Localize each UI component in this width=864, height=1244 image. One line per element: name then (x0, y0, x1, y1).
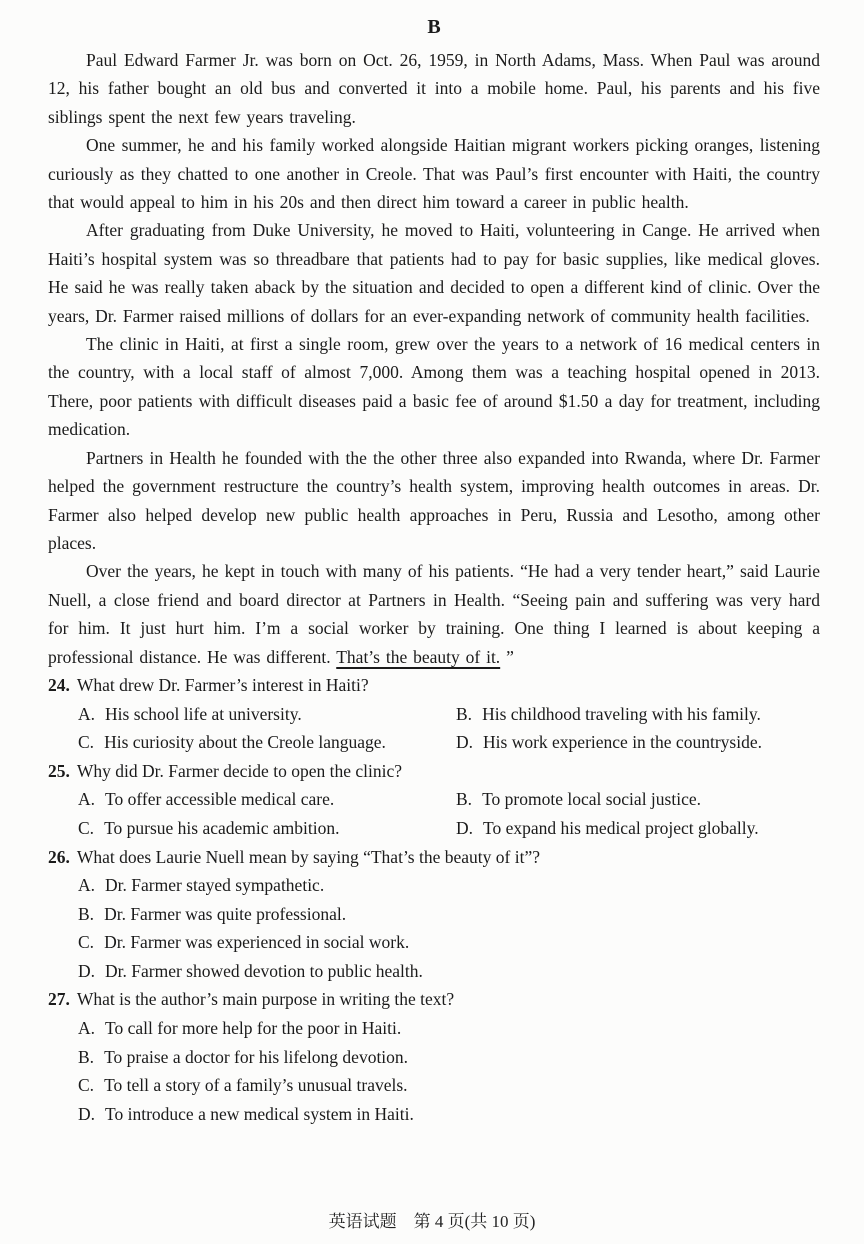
question-number: 24. (48, 674, 70, 695)
question-text: What does Laurie Nuell mean by saying “That’s the beauty of it”? (76, 846, 540, 867)
question-27-option-A-row (48, 1014, 820, 1043)
option-label: D. (78, 1103, 96, 1124)
question-24-options-row-1 (48, 700, 820, 729)
option-label: A. (78, 789, 96, 810)
question-26-option-C-row (48, 928, 820, 957)
option-text: His work experience in the countryside. (483, 732, 762, 753)
option-text: His childhood traveling with his family. (482, 703, 761, 724)
option-label: D. (78, 960, 96, 981)
question-25-stem (48, 757, 820, 786)
option-24-C (78, 728, 456, 757)
section-label: B (427, 16, 441, 38)
question-number: 26. (48, 846, 70, 867)
question-number: 27. (48, 989, 70, 1010)
question-26-option-A-row (48, 871, 820, 900)
question-26-option-B-row (48, 900, 820, 929)
closing-quote-pre: Over the years, he kept in touch with many of his patients. “He had a very tender heart,” said Laurie Nuell, a close friend and board director at Partners in Health. “Seeing pain and suffering was very hard for him. It just hurt him. I’m a social worker by training. One thing I learned is about keeping a professional distance. He was different. (48, 561, 820, 667)
passage-paragraph-6 (48, 557, 820, 671)
question-27-option-B-row (48, 1043, 820, 1072)
question-24-stem (48, 671, 820, 700)
question-24 (48, 671, 820, 757)
option-25-A (78, 785, 456, 814)
option-text: To pursue his academic ambition. (104, 817, 340, 838)
question-27-option-D-row (48, 1100, 820, 1129)
question-25-options-row-2 (48, 814, 820, 843)
option-text: To offer accessible medical care. (105, 789, 335, 810)
option-label: A. (78, 1018, 96, 1039)
option-26-B (78, 900, 820, 929)
option-24-A (78, 700, 456, 729)
option-label: A. (78, 703, 96, 724)
question-text: What is the author’s main purpose in writing the text? (76, 989, 455, 1010)
question-27-stem (48, 985, 820, 1014)
option-text: His curiosity about the Creole language. (104, 732, 386, 753)
option-25-B (456, 785, 820, 814)
option-label: A. (78, 875, 96, 896)
option-text: His school life at university. (105, 703, 302, 724)
option-text: To expand his medical project globally. (483, 817, 759, 838)
question-24-options-row-2 (48, 728, 820, 757)
option-text: Dr. Farmer showed devotion to public health. (105, 960, 423, 981)
option-text: Dr. Farmer stayed sympathetic. (105, 875, 325, 896)
option-25-D (456, 814, 820, 843)
option-label: D. (456, 732, 474, 753)
option-label: B. (456, 703, 473, 724)
option-27-B (78, 1043, 820, 1072)
option-text: To praise a doctor for his lifelong devotion. (104, 1046, 409, 1067)
option-label: C. (78, 732, 95, 753)
option-26-D (78, 957, 820, 986)
question-25-options-row-1 (48, 785, 820, 814)
option-label: C. (78, 932, 95, 953)
question-text: What drew Dr. Farmer’s interest in Haiti? (76, 674, 369, 695)
option-label: B. (78, 1046, 95, 1067)
option-text: To call for more help for the poor in Haiti. (105, 1018, 402, 1039)
option-text: To introduce a new medical system in Haiti. (105, 1103, 414, 1124)
option-text: To promote local social justice. (482, 789, 701, 810)
option-27-C (78, 1071, 820, 1100)
question-26-option-D-row (48, 957, 820, 986)
passage-paragraph-2: One summer, he and his family worked alongside Haitian migrant workers picking oranges, listening curiously as they chatted to one another in Creole. That was Paul’s first encounter with Haiti, the country that would appeal to him in his 20s and then direct him toward a career in public health. (48, 135, 820, 213)
question-text: Why did Dr. Farmer decide to open the clinic? (76, 760, 402, 781)
option-24-B (456, 700, 820, 729)
option-label: D. (456, 817, 474, 838)
option-26-A (78, 871, 820, 900)
passage-paragraph-5: Partners in Health he founded with the the other three also expanded into Rwanda, where Dr. Farmer helped the government restructure the country’s health system, improving health outcomes in areas. Dr. Farmer also helped develop new public health approaches in Peru, Russia and Lesotho, among other places. (48, 447, 820, 553)
option-26-C (78, 928, 820, 957)
option-25-C (78, 814, 456, 843)
question-26 (48, 843, 820, 986)
question-27-option-C-row (48, 1071, 820, 1100)
question-26-stem (48, 843, 820, 872)
option-text: To tell a story of a family’s unusual travels. (104, 1075, 408, 1096)
question-number: 25. (48, 760, 70, 781)
option-text: Dr. Farmer was experienced in social work. (104, 932, 410, 953)
option-label: C. (78, 1075, 95, 1096)
page-footer: 英语试题 第 4 页(共 10 页) (328, 1212, 536, 1231)
option-label: C. (78, 817, 95, 838)
passage-paragraph-4: The clinic in Haiti, at first a single room, grew over the years to a network of 16 medical centers in the country, with a local staff of almost 7,000. Among them was a teaching hospital opened in 2013. There, poor patients with difficult diseases paid a basic fee of around $1.50 a day for treatment, including medication. (48, 334, 820, 440)
option-text: Dr. Farmer was quite professional. (104, 903, 347, 924)
closing-quote-post: ” (500, 646, 514, 667)
option-24-D (456, 728, 820, 757)
underlined-phrase: That’s the beauty of it. (336, 646, 501, 667)
option-label: B. (78, 903, 95, 924)
option-27-D (78, 1100, 820, 1129)
passage-paragraph-1: Paul Edward Farmer Jr. was born on Oct. 26, 1959, in North Adams, Mass. When Paul was around 12, his father bought an old bus and converted it into a mobile home. Paul, his parents and his five siblings spent the next few years traveling. (48, 50, 820, 127)
option-27-A (78, 1014, 820, 1043)
option-label: B. (456, 789, 473, 810)
question-27 (48, 985, 820, 1128)
question-25 (48, 757, 820, 843)
passage-paragraph-3: After graduating from Duke University, he moved to Haiti, volunteering in Cange. He arrived when Haiti’s hospital system was so threadbare that patients had to pay for basic supplies, like medical gloves. He said he was really taken aback by the situation and decided to open a different kind of clinic. Over the years, Dr. Farmer raised millions of dollars for an ever-expanding network of community health facilities. (48, 220, 820, 326)
